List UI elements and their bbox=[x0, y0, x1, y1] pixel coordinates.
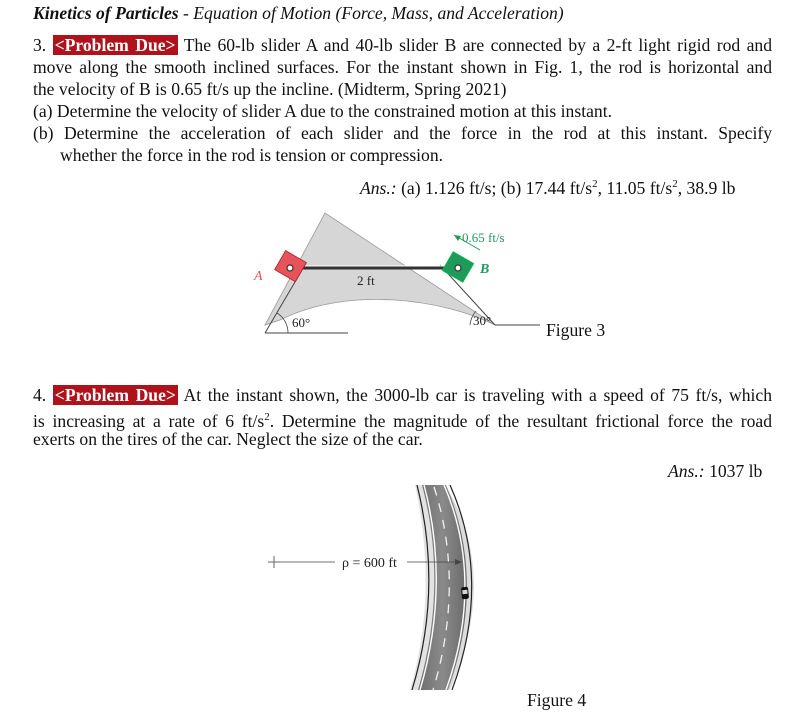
slider-a-label: A bbox=[254, 269, 263, 284]
problem3-part-b-1: (b) Determine the acceleration of each slider and the force in the rod at this instant. Specify bbox=[33, 123, 772, 143]
rod-length-label: 2 ft bbox=[357, 273, 375, 288]
problem4-text-2-end: . Determine the magnitude of the resultant frictional force the road bbox=[269, 410, 772, 431]
section-title-rest: - Equation of Motion (Force, Mass, and Acceleration) bbox=[178, 3, 564, 23]
problem4-number: 4. bbox=[33, 385, 47, 405]
radius-label: ρ = 600 ft bbox=[342, 556, 397, 571]
problem3-answer-mid: , 11.05 ft/s bbox=[597, 177, 673, 198]
problem3-answer-label: Ans.: bbox=[360, 177, 397, 198]
problem4-due-badge: <Problem Due> bbox=[54, 385, 176, 405]
problem3-due-badge: <Problem Due> bbox=[54, 35, 176, 55]
problem4-line1 bbox=[33, 384, 772, 406]
angle-right-label: 30° bbox=[473, 313, 492, 328]
problem4-text-2: is increasing at a rate of 6 ft/s bbox=[33, 410, 265, 431]
problem3-answer-a: (a) 1.126 ft/s; (b) 17.44 ft/s bbox=[401, 177, 593, 198]
problem4-answer-label: Ans.: bbox=[668, 461, 705, 481]
problem4-answer-value: 1037 lb bbox=[709, 461, 763, 481]
car-window bbox=[462, 590, 467, 594]
angle-left-label: 60° bbox=[292, 315, 311, 330]
section-title-bold: Kinetics of Particles bbox=[33, 3, 179, 23]
problem3-line2: move along the smooth inclined surfaces. For the instant shown in Fig. 1, the rod is horizontal and bbox=[33, 57, 772, 77]
slider-b-pin bbox=[455, 265, 461, 271]
problem3-line1 bbox=[33, 34, 772, 56]
problem3-answer-sup2: 2 bbox=[672, 178, 678, 190]
problem3-number: 3. bbox=[33, 35, 47, 55]
car bbox=[461, 587, 469, 600]
problem4-answer bbox=[668, 460, 762, 482]
problem3-answer-sup1: 2 bbox=[592, 178, 598, 190]
problem4-text-1: At the instant shown, the 3000-lb car is traveling with a speed of 75 ft/s, which bbox=[183, 385, 772, 405]
problem3-text-1: The 60-lb slider A and 40-lb slider B are connected by a 2-ft light rigid rod and bbox=[183, 35, 773, 55]
problem3-part-a: (a) Determine the velocity of slider A due to the constrained motion at this instant. bbox=[33, 101, 612, 121]
problem3-line3: the velocity of B is 0.65 ft/s up the incline. (Midterm, Spring 2021) bbox=[33, 79, 507, 99]
problem3-answer-end: , 38.9 lb bbox=[677, 177, 736, 198]
problem3-answer bbox=[360, 173, 735, 199]
figure-3-caption: Figure 3 bbox=[546, 320, 606, 340]
figure-4-diagram bbox=[260, 485, 520, 690]
section-title bbox=[33, 2, 564, 24]
slider-a-pin bbox=[287, 265, 293, 271]
slider-b-label: B bbox=[480, 262, 490, 277]
figure-4-caption: Figure 4 bbox=[527, 690, 587, 710]
problem4-line3: exerts on the tires of the car. Neglect the size of the car. bbox=[33, 429, 423, 449]
problem3-part-b-2: whether the force in the rod is tension or compression. bbox=[60, 145, 444, 165]
velocity-label: 0.65 ft/s bbox=[462, 230, 505, 245]
problem4-line2-sup: 2 bbox=[264, 411, 270, 423]
